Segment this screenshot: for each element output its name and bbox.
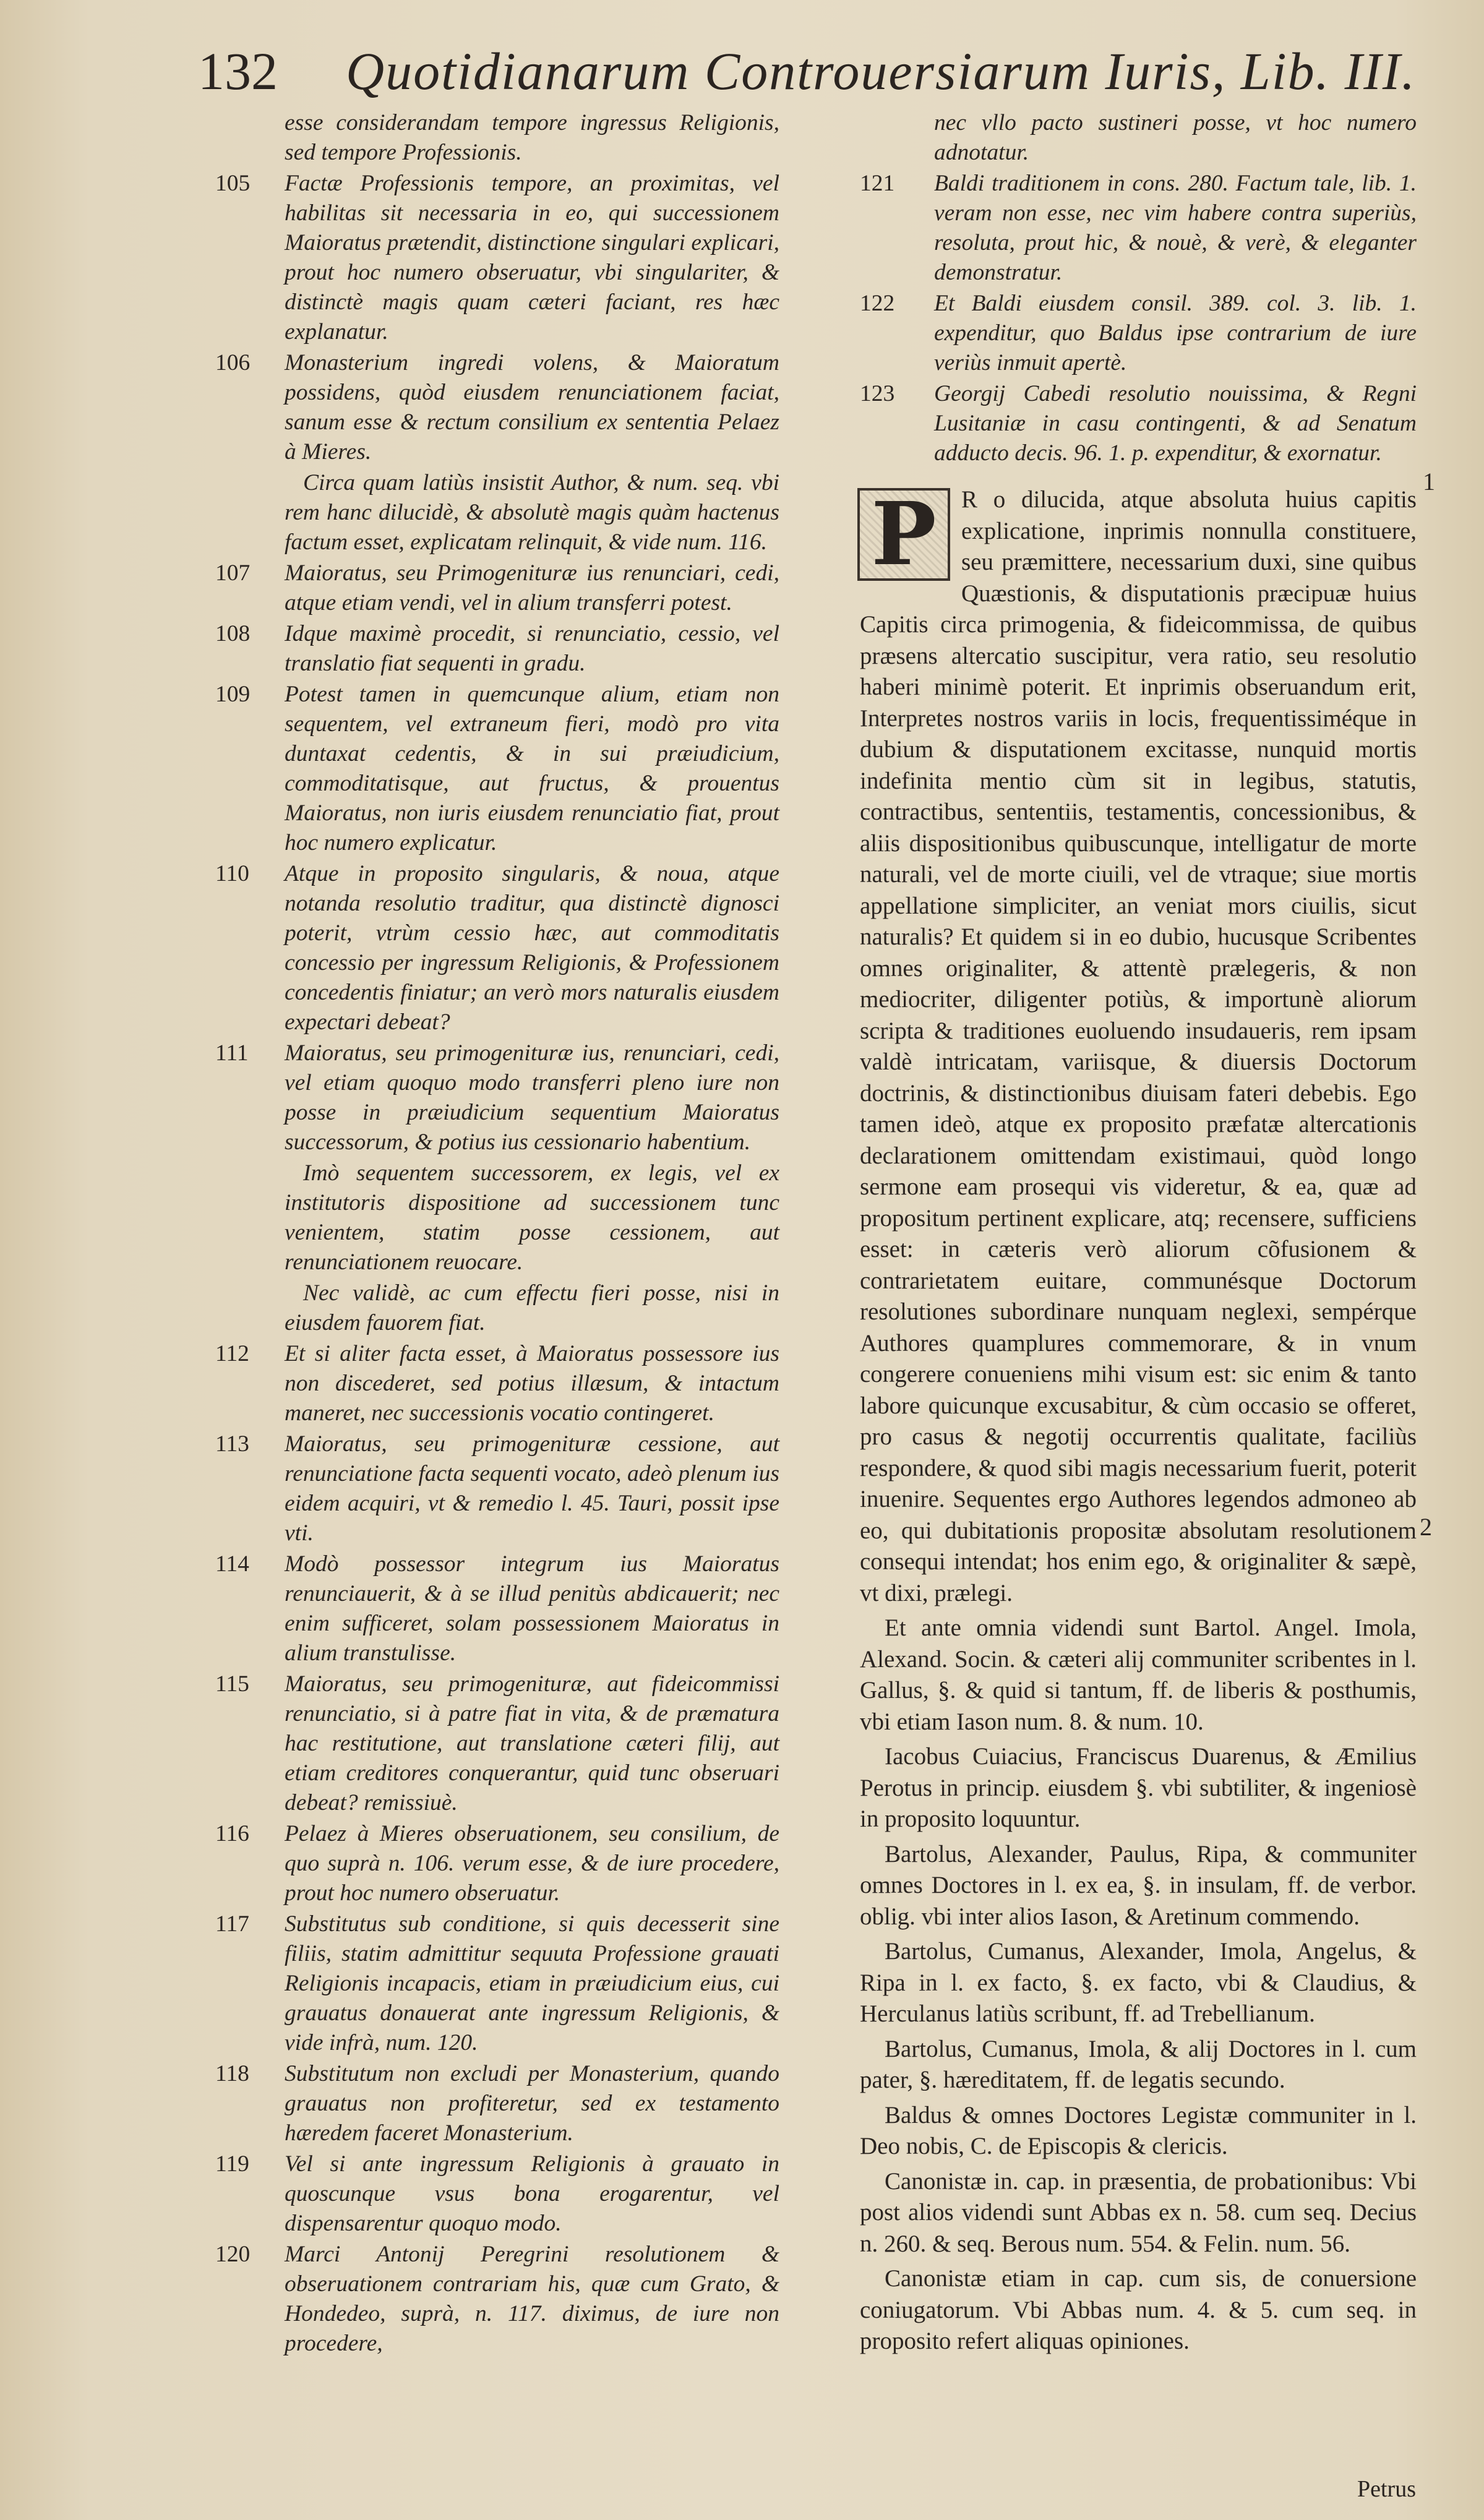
summary-entry: [860, 379, 1417, 468]
running-title: Quotidianarum Controuersiarum Iuris, Lib. III.: [346, 41, 1417, 101]
paragraph: Bartolus, Alexander, Paulus, Ripa, & communiter omnes Doctores in l. ex ea, §. in insulam, ff. de verbor. oblig. vbi inter alios Iason, & Aretinum commendo.: [860, 1840, 1417, 1930]
entry-number: 117: [215, 1911, 249, 1937]
paragraph-first: [860, 484, 1417, 1609]
entry-text: Marci Antonij Peregrini resolutionem & obseruationem contrariam his, quæ cum Grato, & Hondedeo, suprà, n. 117. diximus, de iure non procedere,: [285, 2242, 779, 2356]
entry-text: Baldi traditionem in cons. 280. Factum tale, lib. 1. veram non esse, nec vim habere contra superiùs, resoluta, prout hic, & nouè, & verè, & eleganter demonstratur.: [934, 171, 1417, 285]
catchword: Petrus: [1357, 2476, 1416, 2502]
summary-entry: [204, 1159, 779, 1277]
entry-text: Maioratus, seu primogenituræ cessione, aut renunciatione facta sequenti vocato, adeò plenum ius eidem acquiri, vt & remedio l. 45. Tauri, possit ipse vti.: [285, 1431, 779, 1546]
entry-number: 123: [860, 381, 895, 406]
entry-number: 105: [215, 171, 251, 196]
summary-entry: [204, 1039, 779, 1157]
summary-entry: [204, 619, 779, 679]
entry-text: Imò sequentem successorem, ex legis, vel ex institutoris dispositione ad successionem tunc venientem, statim posse cessionem, aut renunciationem reuocare.: [285, 1160, 779, 1275]
entry-number: 120: [215, 2242, 251, 2267]
summary-entry: [204, 468, 779, 557]
entry-number: 114: [215, 1551, 249, 1577]
summary-entry: [204, 2059, 779, 2148]
summary-entry: [204, 2149, 779, 2239]
entry-text: Georgij Cabedi resolutio nouissima, & Regni Lusitaniæ in casu contingenti, & ad Senatum adducto decis. 96. 1. p. expenditur, & exornatur.: [934, 381, 1417, 466]
paragraph: Canonistæ etiam in cap. cum sis, de conuersione coniugatorum. Vbi Abbas num. 4. & 5. cum seq. in proposito refert aliquas opiniones.: [860, 2265, 1417, 2354]
running-header: [198, 34, 1417, 108]
summary-entry: [204, 559, 779, 618]
entry-text: Nec validè, ac cum effectu fieri posse, nisi in eiusdem fauorem fiat.: [285, 1280, 779, 1335]
entry-text: Substitutum non excludi per Monasterium, quando grauatus non profiteretur, sed ex testamento hæredem faceret Monasterium.: [285, 2061, 779, 2146]
summary-entry: [204, 1819, 779, 1908]
entry-number: 109: [215, 682, 251, 707]
entry-number: 107: [215, 560, 251, 586]
authorities-list: [860, 1613, 1417, 2357]
entry-number: 112: [215, 1341, 249, 1366]
entry-text: Maioratus, seu primogenituræ ius, renunciari, cedi, vel etiam quoquo modo transferri pleno iure non posse in præiudicium sequentium Maioratus successorum, & potius ius cessionario habentium.: [285, 1040, 779, 1155]
right-summary-list: [860, 169, 1417, 468]
left-column: [204, 108, 779, 2360]
folio-number: 132: [198, 41, 278, 101]
entry-number: 119: [215, 2151, 249, 2177]
summary-entry: [204, 859, 779, 1037]
entry-text: Potest tamen in quemcunque alium, etiam non sequentem, vel extraneum fieri, modò pro vita duntaxat cedentis, & in sui præiudicium, commoditatisque, aut fructus, & prouentus Maioratus, non iuris eiusdem renunciatio fiat, prout hoc numero explicatur.: [285, 682, 779, 855]
entry-number: 116: [215, 1821, 249, 1846]
summary-entry: [204, 2240, 779, 2359]
right-continuation: nec vllo pacto sustineri posse, vt hoc numero adnotatur.: [934, 110, 1417, 165]
paragraph: Bartolus, Cumanus, Alexander, Imola, Angelus, & Ripa in l. ex facto, §. ex facto, vbi & Claudius, & Herculanus latiùs scribunt, ff. ad Trebellianum.: [860, 1938, 1417, 2027]
main-text: [860, 484, 1417, 2357]
paragraph: Bartolus, Cumanus, Imola, & alij Doctores in l. cum pater, §. hæreditatem, ff. de legatis secundo.: [860, 2035, 1417, 2093]
entry-number: 108: [215, 621, 251, 646]
summary-entry: [860, 169, 1417, 288]
paragraph: Baldus & omnes Doctores Legistæ communiter in l. Deo nobis, C. de Episcopis & clericis.: [860, 2101, 1417, 2159]
summary-entry: [204, 680, 779, 858]
entry-text: Factæ Professionis tempore, an proximitas, vel habilitas sit necessaria in eo, qui successionem Maioratus prætendit, distinctione singulari explicari, prout hoc numero obseruatur, vbi singulariter, & distinctè magis quam cæteri faciant, res hæc explanatur.: [285, 171, 779, 345]
entry-text: Et si aliter facta esset, à Maioratus possessore ius non discederet, sed potius illæsum, & intactum maneret, nec successionis vocatio contingeret.: [285, 1341, 779, 1426]
entry-text: Vel si ante ingressum Religionis à grauato in quoscunque vsus bona erogarentur, vel dispensarentur quoquo modo.: [285, 2151, 779, 2236]
entry-text: Monasterium ingredi volens, & Maioratum possidens, quòd eiusdem renunciationem faciat, sanum esse & rectum consilium ex sententia Pelaez à Mieres.: [285, 350, 779, 465]
entry-number: 111: [215, 1040, 249, 1066]
summary-entry: [204, 1549, 779, 1668]
entry-text: Et Baldi eiusdem consil. 389. col. 3. lib. 1. expenditur, quo Baldus ipse contrarium de iure veriùs inmuit apertè.: [934, 291, 1417, 375]
summary-entry: [204, 169, 779, 347]
entry-number: 121: [860, 171, 895, 196]
entry-text: Maioratus, seu primogenituræ, aut fideicommissi renunciatio, si à patre fiat in vita, & de præmatura hac restitutione, aut translatione cæteri filij, aut etiam creditores conquerantur, quid tunc obseruari debeat? remissiuè.: [285, 1671, 779, 1815]
paragraph: Canonistæ in. cap. in præsentia, de probationibus: Vbi post alios videndi sunt Abbas ex n. 58. cum seq. Decius n. 260. & seq. Berous num. 554. & Felin. num. 56.: [860, 2167, 1417, 2257]
entry-number: 115: [215, 1671, 249, 1697]
paragraph: Et ante omnia videndi sunt Bartol. Angel. Imola, Alexand. Socin. & cæteri alij communiter scribentes in l. Gallus, §. & quid si tantum, ff. de liberis & posthumis, vbi etiam Iason num. 8. & num. 10.: [860, 1614, 1417, 1735]
right-column: [860, 108, 1417, 2361]
summary-entry: [204, 1279, 779, 1338]
summary-entry: [204, 348, 779, 467]
entry-text: Idque maximè procedit, si renunciatio, cessio, vel translatio fiat sequenti in gradu.: [285, 621, 779, 676]
entry-text: Substitutus sub conditione, si quis decesserit sine filiis, statim admittitur sequuta Professione grauati Religionis incapacis, etiam in præiudicium eius, cui grauatus donauerat ante ingressum Religionis, & vide infrà, num. 120.: [285, 1911, 779, 2055]
entry-text: Maioratus, seu Primogenituræ ius renunciari, cedi, atque etiam vendi, vel in alium transferri potest.: [285, 560, 779, 615]
paragraph: Iacobus Cuiacius, Franciscus Duarenus, & Æmilius Perotus in princip. eiusdem §. vbi subtiliter, & ingeniosè in proposito loquuntur.: [860, 1743, 1417, 1832]
left-summary-list: [204, 169, 779, 2359]
entry-number: 113: [215, 1431, 249, 1457]
paragraph-text: R o dilucida, atque absoluta huius capitis explicatione, inprimis nonnulla constituere, seu præmittere, necessarium duxi, sine quibus Quæstionis, & disputationis præcipuæ huius Capitis circa primogenia, & fideicommissa, de quibus præsens altercatio suscipitur, vera ratio, seu resolutio haberi minimè poterit. Et inprimis obseruandum erit, Interpretes nostros variis in locis, frequentissiméque in dubium & disputationem excitasse, nunquid mortis indefinita mentio cùm sit in legibus, statutis, contractibus, sententiis, testamentis, concessionibus, & aliis dispositionibus quibuscunque, intelligatur de morte naturali, vel de morte ciuili, vel de vtraque; siue mortis appellatione simpliciter, an veniat mors ciuilis, sicut naturalis? Et quidem si in eo dubio, hucusque Scribentes omnes originaliter, & attentè prælegeris, & non mediocriter, diligenter potiùs, & importunè aliorum scripta & traditiones euoluendo insudaueris, rem ipsam valdè intricatam, variisque, & diuersis Doctorum doctrinis, & distinctionibus diuisam fateri debebis. Ego tamen ideò, atque ex proposito præfatæ altercationis declarationem omittendam existimaui, quòd longo sermone eam prosequi vis videretur, & ea, quæ ad propositum pertinent explicare, atq; recensere, sufficiens esset: in cæteris verò aliorum cõfusionem & contrarietatem euitare, communésque Doctorum resolutiones subordinare nunquam neglexi, sempérque Authores quamplures commemorare, & in vnum congerere conueniens mihi visum est: sic enim & tanto labore quicunque excusabitur, & cùm occasio se offeret, pro casus & negotij occurrentis qualitate, faciliùs respondere, & quod sibi magis necessarium fuerit, poterit inuenire. Sequentes ergo Authores legendos admoneo ab eo, qui dubitationis propositæ absolutam resolutionem consequi intendat; hos enim ego, & originaliter & sæpè, vt dixi, prælegi.: [860, 486, 1417, 1606]
entry-text: Atque in proposito singularis, & noua, atque notanda resolutio traditur, qua distinctè dignosci poterit, vtrùm cessio hæc, aut commoditatis concessio per ingressum Religionis, & Professionem concedentis finiatur; an verò mors naturalis eiusdem expectari debeat?: [285, 861, 779, 1035]
summary-entry: [204, 1669, 779, 1818]
left-continuation: esse considerandam tempore ingressus Religionis, sed tempore Professionis.: [285, 110, 779, 165]
drop-cap-initial: P: [857, 488, 950, 581]
summary-entry: [204, 1339, 779, 1428]
entry-number: 106: [215, 350, 251, 375]
entry-text: Circa quam latiùs insistit Author, & num. seq. vbi rem hanc dilucidè, & absolutè magis quàm hactenus factum esset, explicatam relinquit, & vide num. 116.: [285, 470, 779, 555]
entry-number: 118: [215, 2061, 249, 2086]
summary-entry: [204, 1909, 779, 2058]
margin-number: 1: [1423, 468, 1435, 495]
entry-text: Pelaez à Mieres obseruationem, seu consilium, de quo suprà n. 106. verum esse, & de iure procedere, prout hoc numero obseruatur.: [285, 1821, 779, 1906]
margin-number: 2: [1420, 1513, 1432, 1541]
entry-text: Modò possessor integrum ius Maioratus renunciauerit, & à se illud penitùs abdicauerit; nec enim sufficeret, solam possessionem Maioratus in alium transtulisse.: [285, 1551, 779, 1666]
summary-entry: [204, 1429, 779, 1548]
summary-entry: [860, 289, 1417, 378]
entry-number: 110: [215, 861, 249, 886]
entry-number: 122: [860, 291, 895, 316]
